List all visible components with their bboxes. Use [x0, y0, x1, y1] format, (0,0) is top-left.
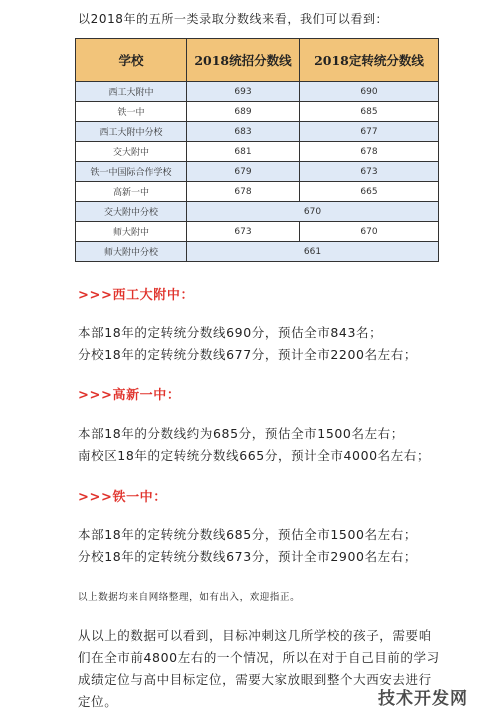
- school-name: 师大附中分校: [76, 242, 187, 262]
- table-row: [76, 202, 439, 222]
- table-row: [76, 142, 439, 162]
- merged-score: 670: [187, 202, 439, 222]
- tongzhao-score: 679: [187, 162, 300, 182]
- school-name: 师大附中: [76, 222, 187, 242]
- tongzhao-score: 673: [187, 222, 300, 242]
- section-line: 南校区18年的定转统分数线665分，预计全市4000名左右；: [78, 448, 431, 463]
- school-name: 西工大附中: [76, 82, 187, 102]
- table-row: [76, 162, 439, 182]
- conclusion-line: 成绩定位与高中目标定位，需要大家放眼到整个大西安去进行: [78, 672, 432, 687]
- dingzhuan-score: 677: [300, 122, 439, 142]
- table-row: [76, 182, 439, 202]
- section-line: 本部18年的定转统分数线690分，预估全市843名；: [78, 325, 383, 340]
- intro-text: 以2018年的五所一类录取分数线来看，我们可以看到：: [78, 12, 389, 26]
- table-row: [76, 122, 439, 142]
- table-row: [76, 242, 439, 262]
- conclusion-line: 从以上的数据可以看到，目标冲刺这几所学校的孩子，需要咱: [78, 628, 432, 643]
- section-line: 分校18年的定转统分数线677分，预计全市2200名左右；: [78, 347, 417, 362]
- tongzhao-score: 678: [187, 182, 300, 202]
- dingzhuan-score: 673: [300, 162, 439, 182]
- school-name: 高新一中: [76, 182, 187, 202]
- table-header-row: [76, 39, 439, 82]
- merged-score: 661: [187, 242, 439, 262]
- tongzhao-score: 681: [187, 142, 300, 162]
- tongzhao-score: 683: [187, 122, 300, 142]
- table-row: [76, 82, 439, 102]
- header-tongzhao: 2018统招分数线: [187, 39, 300, 82]
- school-name: 西工大附中分校: [76, 122, 187, 142]
- header-dingzhuan: 2018定转统分数线: [300, 39, 439, 82]
- conclusion-line: 定位。: [78, 694, 118, 709]
- school-name: 交大附中: [76, 142, 187, 162]
- school-name: 交大附中分校: [76, 202, 187, 222]
- section-line: 本部18年的分数线约为685分，预估全市1500名左右；: [78, 426, 404, 441]
- score-table: [75, 38, 439, 262]
- header-school: 学校: [76, 39, 187, 82]
- conclusion-line: 们在全市前4800左右的一个情况，所以在对于自己目前的学习: [78, 650, 440, 665]
- source-note: 以上数据均来自网络整理，如有出入，欢迎指正。: [78, 592, 301, 603]
- section-heading-tieyi: >>>铁一中：: [78, 490, 167, 505]
- dingzhuan-score: 685: [300, 102, 439, 122]
- dingzhuan-score: 665: [300, 182, 439, 202]
- section-heading-gaoxin: >>>高新一中：: [78, 388, 181, 403]
- tongzhao-score: 689: [187, 102, 300, 122]
- section-heading-xigongda: >>>西工大附中：: [78, 288, 195, 303]
- table-row: [76, 102, 439, 122]
- school-name: 铁一中: [76, 102, 187, 122]
- dingzhuan-score: 690: [300, 82, 439, 102]
- table-row: [76, 222, 439, 242]
- tongzhao-score: 693: [187, 82, 300, 102]
- dingzhuan-score: 670: [300, 222, 439, 242]
- dingzhuan-score: 678: [300, 142, 439, 162]
- section-line: 分校18年的定转统分数线673分，预计全市2900名左右；: [78, 549, 417, 564]
- site-watermark: 技术开发网: [378, 689, 468, 709]
- section-line: 本部18年的定转统分数线685分，预估全市1500名左右；: [78, 527, 417, 542]
- school-name: 铁一中国际合作学校: [76, 162, 187, 182]
